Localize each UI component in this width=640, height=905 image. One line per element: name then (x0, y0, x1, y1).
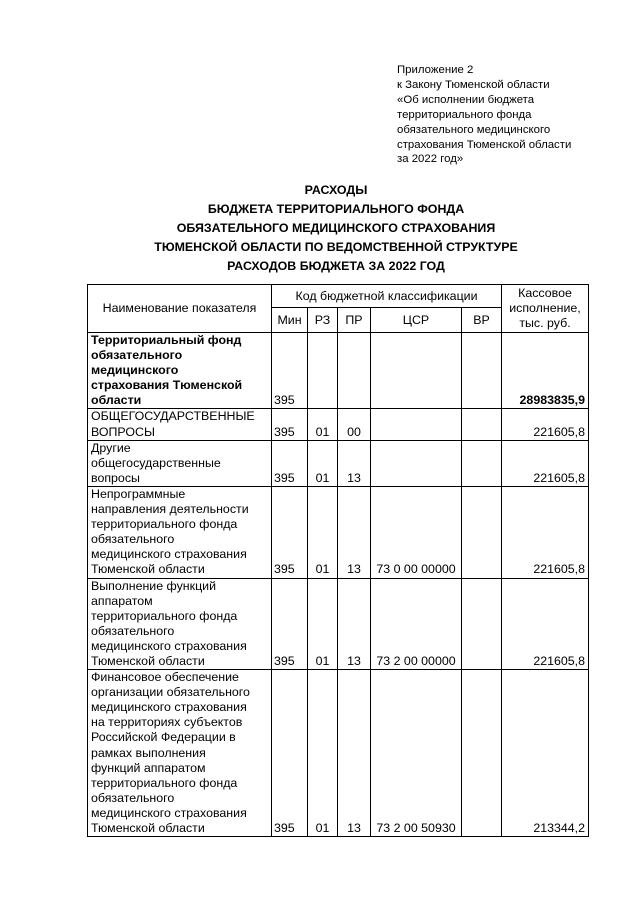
row-csr (371, 440, 462, 486)
row-name-line: обязательного (91, 348, 183, 363)
row-amount: 221605,8 (502, 409, 589, 440)
row-name-line: функций аппаратом (91, 760, 206, 775)
row-vr (462, 670, 502, 837)
row-min: 395 (272, 333, 308, 409)
row-rz: 01 (308, 578, 338, 670)
title-line: ОБЯЗАТЕЛЬНОГО МЕДИЦИНСКОГО СТРАХОВАНИЯ (176, 221, 496, 236)
expenditure-table (87, 284, 589, 837)
title-line: БЮДЖЕТА ТЕРРИТОРИАЛЬНОГО ФОНДА (207, 202, 465, 217)
row-rz: 01 (308, 440, 338, 486)
title-line: РАСХОДЫ (304, 183, 368, 197)
header-amount-line: тыс. руб. (519, 316, 571, 330)
row-name-line: рамках выполнения (91, 745, 206, 760)
row-rz: 01 (308, 670, 338, 837)
row-name-line: области (91, 393, 142, 408)
document-title (80, 181, 592, 276)
row-name-line: аппаратом (91, 593, 153, 608)
appendix-line: Приложение 2 (397, 64, 474, 76)
table-row (88, 578, 589, 670)
header-vr: ВР (462, 308, 502, 333)
row-name-line: обязательного (91, 623, 175, 638)
row-name (88, 333, 272, 409)
row-min: 395 (272, 486, 308, 578)
row-rz (308, 333, 338, 409)
row-name (88, 578, 272, 670)
row-name (88, 486, 272, 578)
row-name-line: направления деятельности (91, 502, 249, 517)
row-min: 395 (272, 578, 308, 670)
appendix-line: территориального фонда (397, 108, 532, 121)
row-pr: 13 (338, 670, 371, 837)
row-csr: 73 2 00 50930 (371, 670, 462, 837)
header-pr: ПР (338, 308, 371, 333)
table-row (88, 409, 589, 440)
row-name-line: Тюменской области (91, 653, 205, 668)
row-name-line: обязательного (91, 532, 175, 547)
row-name-line: Территориальный фонд (91, 333, 242, 347)
row-name-line: вопросы (91, 470, 140, 485)
header-name: Наименование показателя (88, 285, 272, 333)
row-name-line: Российской Федерации в (91, 730, 236, 745)
row-name-line: ОБЩЕГОСУДАРСТВЕННЫЕ (91, 409, 255, 424)
row-csr (371, 409, 462, 440)
row-vr (462, 333, 502, 409)
table-row (88, 333, 589, 409)
row-name-line: территориального фонда (91, 517, 238, 532)
header-rz: РЗ (308, 308, 338, 333)
row-rz: 01 (308, 409, 338, 440)
row-amount: 213344,2 (502, 670, 589, 837)
row-pr: 00 (338, 409, 371, 440)
row-name-line: медицинского страхования (91, 805, 247, 820)
appendix-line: «Об исполнении бюджета (397, 93, 535, 106)
row-vr (462, 486, 502, 578)
title-line: ТЮМЕНСКОЙ ОБЛАСТИ ПО ВЕДОМСТВЕННОЙ СТРУКТУРЕ (154, 240, 518, 255)
row-min: 395 (272, 440, 308, 486)
row-name-line: территориального фонда (91, 608, 238, 623)
row-amount: 221605,8 (502, 440, 589, 486)
row-name-line: медицинского (91, 363, 179, 378)
header-csr: ЦСР (371, 308, 462, 333)
appendix-line: к Закону Тюменской области (397, 78, 550, 91)
row-pr: 13 (338, 578, 371, 670)
header-amount-line: исполнение, (509, 301, 581, 315)
row-name-line: Финансовое обеспечение (91, 670, 239, 685)
table-row (88, 670, 589, 837)
row-name-line: территориального фонда (91, 775, 238, 790)
row-min: 395 (272, 409, 308, 440)
row-pr (338, 333, 371, 409)
header-amount (502, 285, 589, 333)
row-vr (462, 578, 502, 670)
table-row (88, 486, 589, 578)
row-name-line: ВОПРОСЫ (91, 424, 155, 439)
row-csr: 73 2 00 00000 (371, 578, 462, 670)
header-amount-line: Кассовое (518, 286, 572, 300)
row-name-line: обязательного (91, 790, 175, 805)
row-name-line: Другие (91, 440, 131, 455)
row-pr: 13 (338, 486, 371, 578)
row-name-line: организации обязательного (91, 685, 250, 700)
row-name-line: медицинского страхования (91, 547, 247, 562)
appendix-reference (397, 63, 617, 167)
row-name-line: медицинского страхования (91, 700, 247, 715)
row-name (88, 670, 272, 837)
row-amount: 28983835,9 (502, 333, 589, 409)
row-vr (462, 409, 502, 440)
row-name-line: медицинского страхования (91, 638, 247, 653)
appendix-line: обязательного медицинского (397, 123, 551, 136)
row-name (88, 409, 272, 440)
row-amount: 221605,8 (502, 578, 589, 670)
appendix-line: за 2022 год» (397, 153, 464, 166)
row-name-line: Тюменской области (91, 821, 205, 835)
row-csr: 73 0 00 00000 (371, 486, 462, 578)
row-name (88, 440, 272, 486)
row-rz: 01 (308, 486, 338, 578)
table-row (88, 440, 589, 486)
row-name-line: на территориях субъектов (91, 715, 243, 730)
title-line: РАСХОДОВ БЮДЖЕТА ЗА 2022 ГОД (227, 259, 445, 274)
row-amount: 221605,8 (502, 486, 589, 578)
row-name-line: Тюменской области (91, 562, 205, 577)
row-vr (462, 440, 502, 486)
row-name-line: общегосударственные (91, 455, 221, 470)
row-pr: 13 (338, 440, 371, 486)
row-min: 395 (272, 670, 308, 837)
header-min: Мин (272, 308, 308, 333)
row-csr (371, 333, 462, 409)
row-name-line: Выполнение функций (91, 578, 217, 593)
appendix-line: страхования Тюменской области (397, 138, 572, 151)
row-name-line: Непрограммные (91, 486, 186, 501)
header-code-group: Код бюджетной классификации (272, 285, 502, 308)
row-name-line: страхования Тюменской (91, 378, 243, 393)
